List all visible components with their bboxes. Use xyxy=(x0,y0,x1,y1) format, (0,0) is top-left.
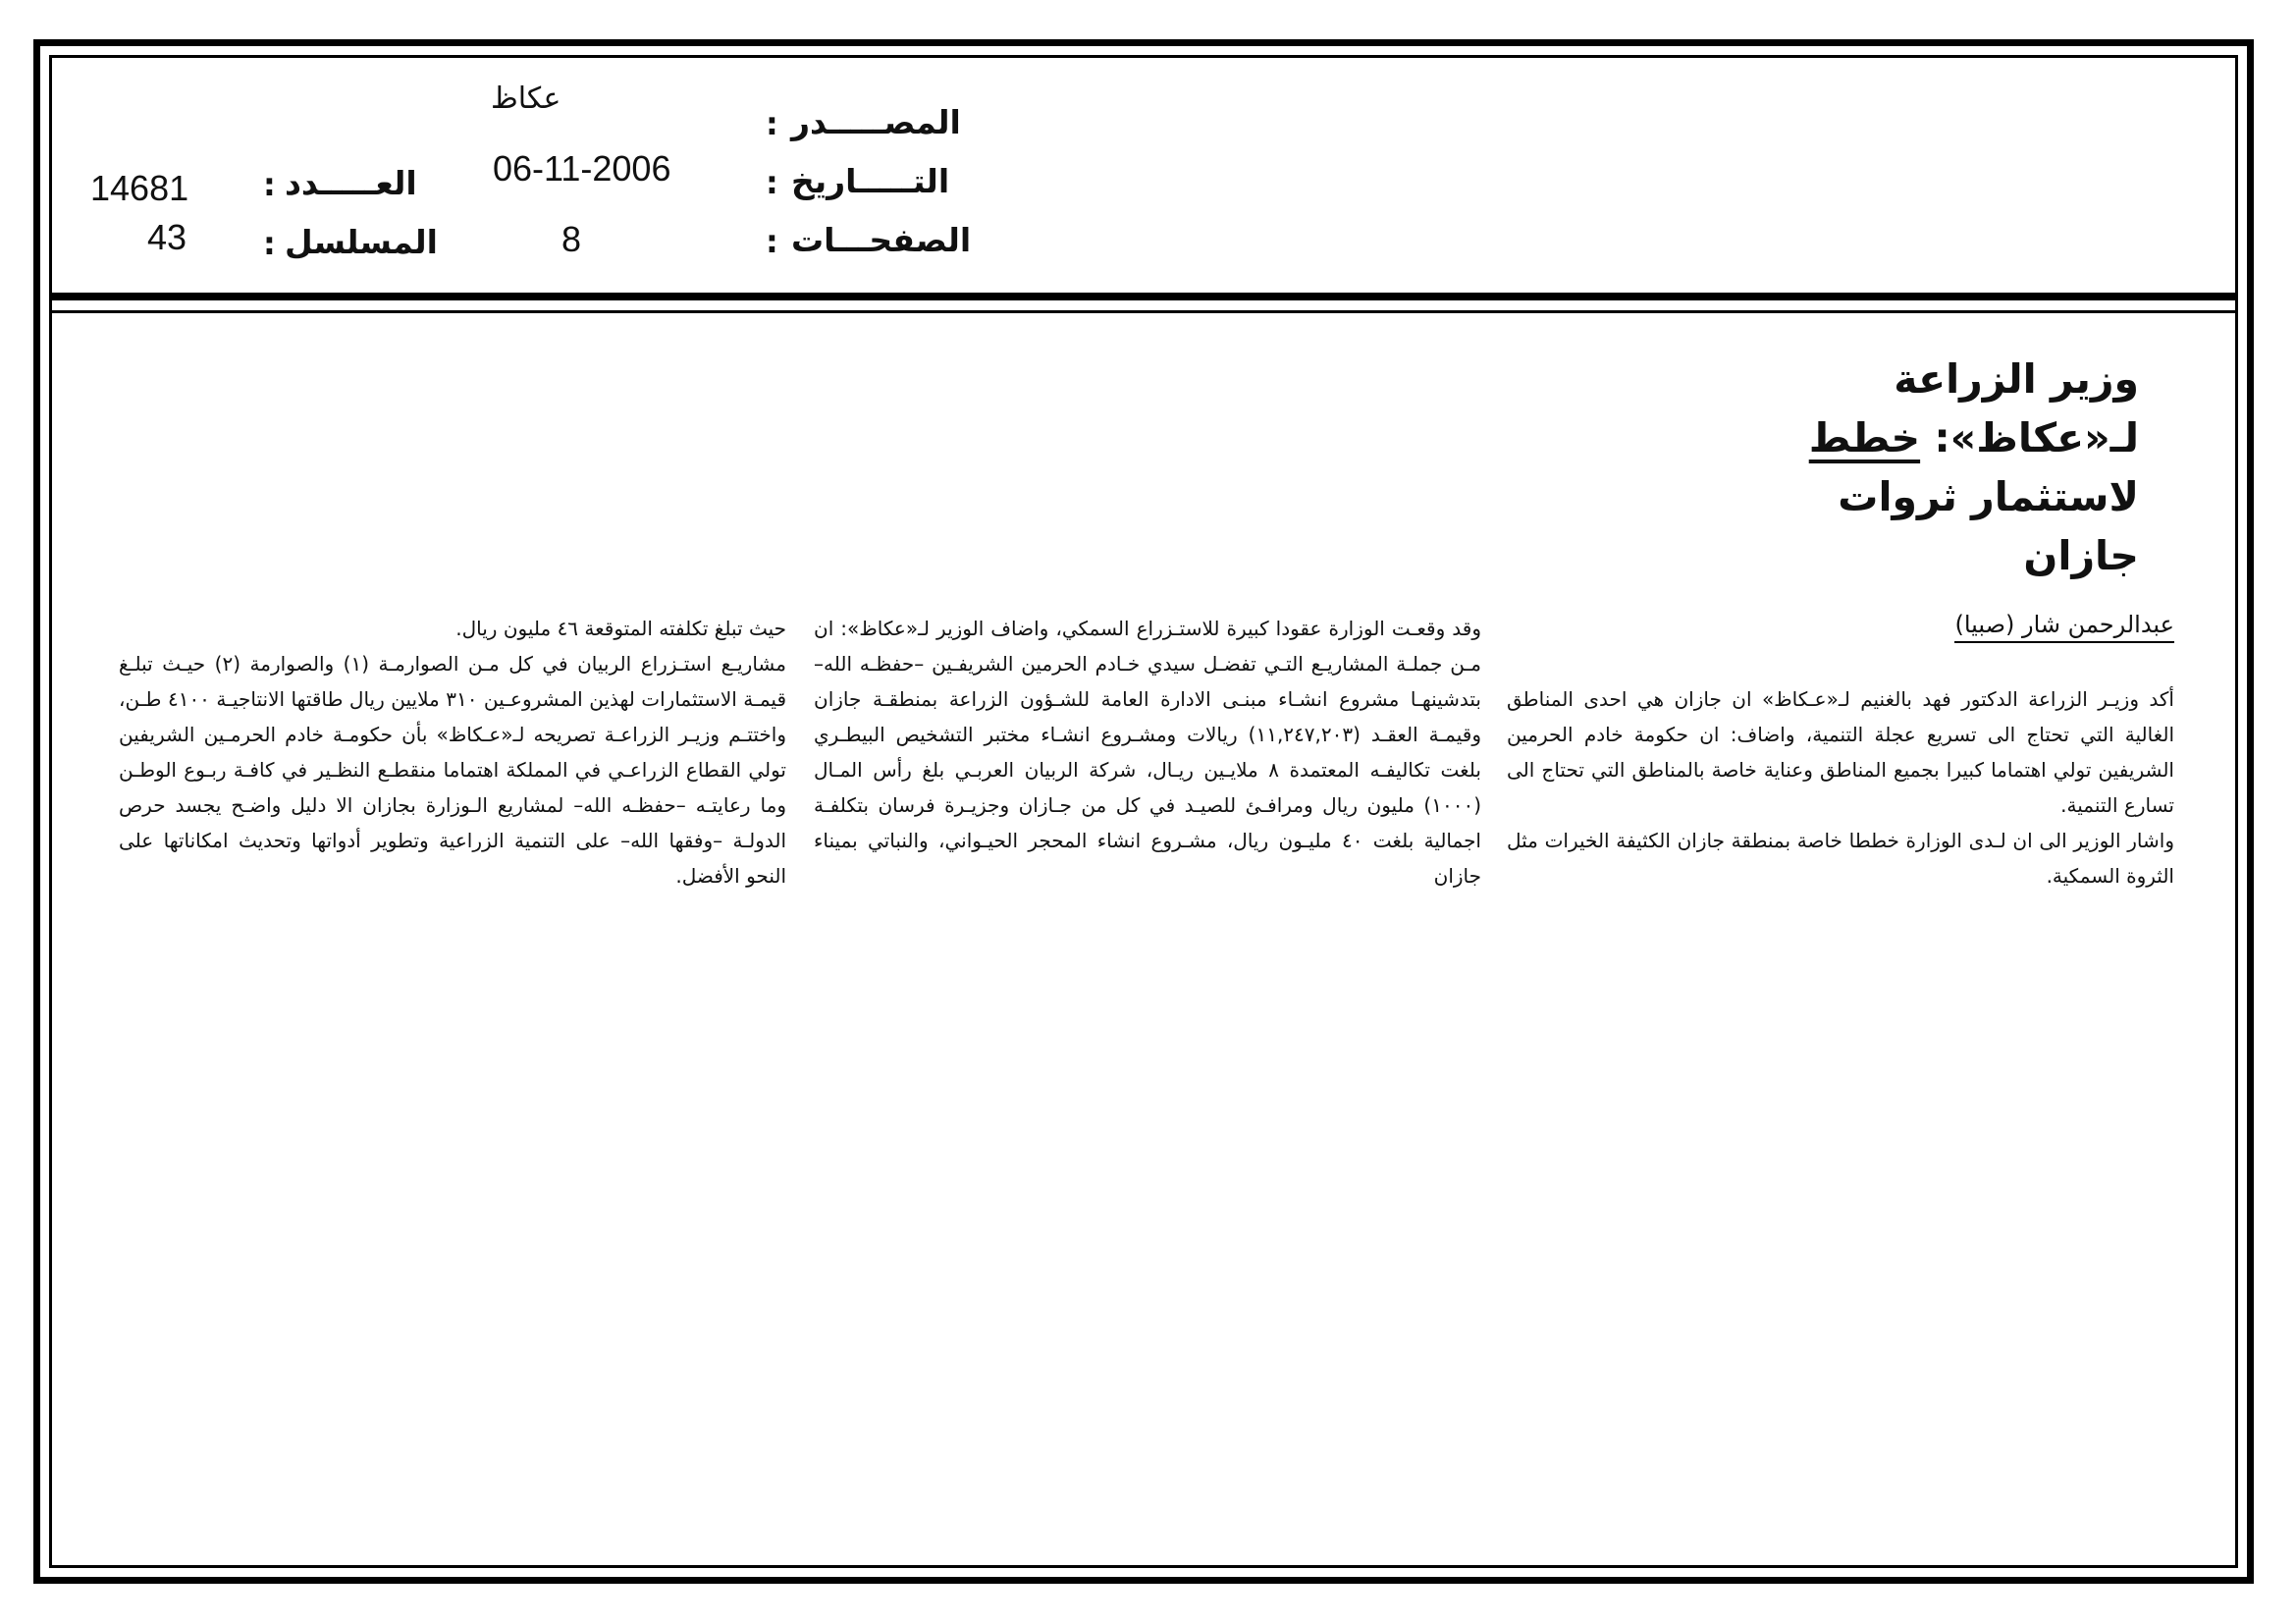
serial-colon: : xyxy=(263,225,276,262)
date-label: التـــــاريخ xyxy=(791,162,950,200)
source-value: عكاظ xyxy=(491,81,561,116)
article-column-2 xyxy=(814,611,1481,893)
headline-line-4: جازان xyxy=(2023,532,2139,579)
article-column-3 xyxy=(119,611,786,893)
headline-line-2 xyxy=(1550,408,2139,467)
column-3-paragraph-2: مشاريـع استـزراع الربيان في كل مـن الصوارمـة (١) والصوارمة (٢) حيـث تبلـغ قيمـة الاستثمارات لهذين المشروعـين ٣١٠ ملايين ريال طاقتها الانتاجيـة ٤١٠٠ طـن، واختتـم وزيـر الزراعـة تصريحه لـ«عـكاظ» بأن حكومـة خادم الحرمـين الشريفين تولي القطاع الزراعـي في المملكة اهتماما منقطـع النظـير في كافـة ربـوع الوطـن وما رعايتـه –حفظـه الله– لمشاريع الـوزارة بجازان الا دليل واضـح يجسد حرص الدولـة –وفقها الله– على التنمية الزراعية وتطوير أدواتها وتحديث امكاناتها على النحو الأفضل. xyxy=(119,652,787,888)
issue-label: العـــــدد xyxy=(285,164,417,202)
header-divider-thin xyxy=(49,310,2238,313)
column-1-paragraph-1: أكد وزيـر الزراعة الدكتور فهد بالغنيم لـ«عـكاظ» ان جازان هي احدى المناطق الغالية التي تحتاج الى تسريع عجلة التنمية، واضاف: ان حكومة خادم الحرمين الشريفين تولي اهتماما كبيرا بجميع المناطق وعناية خاصة بالمناطق التي تحتاج الى تسارع التنمية. xyxy=(1507,687,2174,817)
pages-label: الصفحـــات xyxy=(791,221,972,259)
pages-colon: : xyxy=(766,223,778,260)
column-3-paragraph-1: حيث تبلغ تكلفته المتوقعة ٤٦ مليون ريال. xyxy=(455,617,786,640)
issue-colon: : xyxy=(263,166,276,203)
headline-line-2-underlined: خطط xyxy=(1808,414,1921,461)
date-colon: : xyxy=(766,164,778,201)
date-value: 06-11-2006 xyxy=(493,148,671,189)
column-2-paragraph-1: وقد وقعـت الوزارة عقودا كبيرة للاستـزراع السمكي، واضاف الوزير لـ«عكاظ»: ان مـن جملـة المشاريـع التـي تفضـل سيدي خـادم الحرمين الشريفـين –حفظـه الله– بتدشينهـا مشروع انشـاء مبنـى الادارة العامة للشـؤون الزراعة بمنطقـة جازان وقيمـة العقـد (١١,٢٤٧,٢٠٣) ريالات ومشـروع انشـاء مختبر التشخيص البيطـري بلغت تكاليفـه المعتمدة ٨ ملايـين ريـال، شركة الربيان العربـي بلغ رأس المـال (١٠٠٠) مليون ريال ومرافـئ للصيـد في كل من جـازان وجزيـرة فرسان بتكلفـة اجمالية بلغت ٤٠ مليـون ريال، مشـروع انشاء المحجر الحيـواني، والنباتي بميناء جازان xyxy=(814,617,1481,888)
headline-line-1: وزير الزراعة xyxy=(1894,355,2139,403)
issue-value: 14681 xyxy=(90,168,189,208)
article-headline xyxy=(1550,350,2139,585)
source-label: المصـــــدر xyxy=(791,103,961,141)
headline-line-3: لاستثمار ثروات xyxy=(1838,473,2139,520)
headline-line-2-prefix: لـ«عكاظ»: xyxy=(1920,414,2139,461)
serial-label: المسلسل xyxy=(285,223,438,261)
article-column-1 xyxy=(1507,681,2174,893)
source-colon: : xyxy=(766,105,778,142)
article-byline: عبدالرحمن شار (صبيا) xyxy=(1954,611,2174,643)
pages-value: 8 xyxy=(561,219,582,259)
column-1-paragraph-2: واشار الوزير الى ان لـدى الوزارة خططا خاصة بمنطقة جازان الكثيفة الخيرات مثل الثروة السمكية. xyxy=(1507,829,2174,888)
serial-value: 43 xyxy=(147,217,187,257)
header-divider-thick xyxy=(49,293,2238,300)
